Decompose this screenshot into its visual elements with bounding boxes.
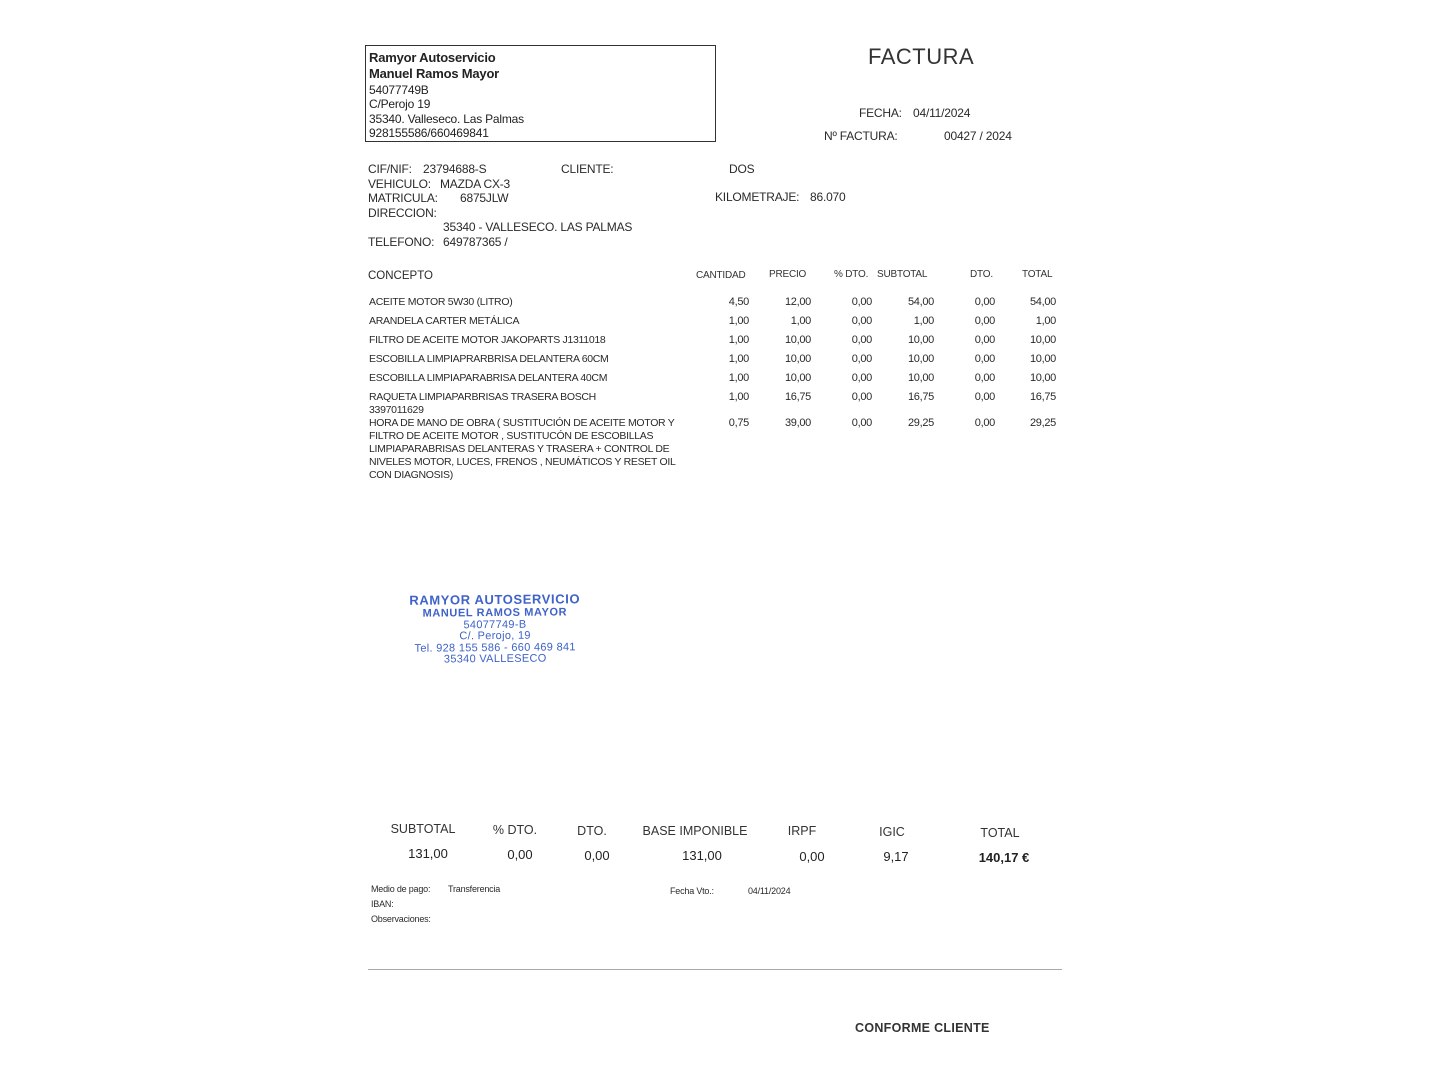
item-price: 12,00: [784, 296, 811, 308]
totals-base-label: BASE IMPONIBLE: [642, 824, 748, 838]
item-subtotal: 10,00: [907, 353, 934, 365]
col-header-disc: DTO.: [970, 269, 993, 280]
address-value: 35340 - VALLESECO. LAS PALMAS: [443, 220, 633, 234]
vehicle-label: VEHICULO:: [368, 177, 431, 191]
item-subtotal: 16,75: [907, 391, 934, 403]
item-total: 1,00: [1035, 315, 1056, 327]
issuer-owner: Manuel Ramos Mayor: [369, 66, 500, 81]
issuer-box: [365, 45, 716, 142]
invoice-date-label: FECHA:: [859, 106, 902, 120]
item-qty: 1,00: [728, 372, 749, 384]
item-disc-pct: 0,00: [851, 372, 872, 384]
totals-total: 140,17 €: [978, 850, 1030, 865]
issuer-name: Ramyor Autoservicio: [369, 50, 496, 65]
item-subtotal: 1,00: [913, 315, 934, 327]
item-concept: ESCOBILLA LIMPIAPARABRISA DELANTERA 40CM: [369, 372, 608, 384]
item-price: 16,75: [784, 391, 811, 403]
plate-label: MATRICULA:: [368, 191, 438, 205]
km-value: 86.070: [810, 190, 846, 204]
item-total: 10,00: [1029, 334, 1056, 346]
issuer-city: 35340. Valleseco. Las Palmas: [369, 112, 524, 126]
item-disc: 0,00: [974, 391, 995, 403]
item-subtotal: 10,00: [907, 334, 934, 346]
totals-irpf-label: IRPF: [787, 824, 817, 838]
col-header-qty: CANTIDAD: [696, 270, 746, 281]
stamp-line: MANUEL RAMOS MAYOR: [422, 606, 568, 620]
item-price: 10,00: [784, 372, 811, 384]
item-disc-pct: 0,00: [851, 296, 872, 308]
totals-igic-label: IGIC: [879, 825, 905, 839]
item-disc-pct: 0,00: [851, 353, 872, 365]
plate-value: 6875JLW: [460, 191, 509, 205]
item-price: 10,00: [784, 334, 811, 346]
client-label: CLIENTE:: [561, 162, 614, 176]
issuer-phones: 928155586/660469841: [369, 126, 489, 140]
payment-method: Transferencia: [448, 884, 501, 894]
item-subtotal: 29,25: [907, 417, 934, 429]
item-price: 1,00: [790, 315, 811, 327]
item-disc-pct: 0,00: [851, 391, 872, 403]
vehicle-value: MAZDA CX-3: [440, 177, 511, 191]
totals-base: 131,00: [682, 848, 722, 863]
payment-method-label: Medio de pago:: [371, 884, 431, 894]
stamp-line: 54077749-B: [463, 618, 527, 631]
item-total: 16,75: [1029, 391, 1056, 403]
item-qty: 1,00: [728, 353, 749, 365]
item-qty: 1,00: [728, 315, 749, 327]
item-qty: 1,00: [728, 334, 749, 346]
col-header-disc-pct: % DTO.: [834, 269, 869, 280]
totals-disc-pct: 0,00: [507, 847, 533, 862]
item-concept: ARANDELA CARTER METÁLICA: [369, 315, 520, 327]
item-disc: 0,00: [974, 296, 995, 308]
item-disc: 0,00: [974, 353, 995, 365]
col-header-total: TOTAL: [1022, 269, 1053, 280]
issuer-street: C/Perojo 19: [369, 97, 431, 111]
phone-label: TELEFONO:: [368, 235, 435, 249]
totals-disc: 0,00: [584, 848, 610, 863]
item-qty: 4,50: [728, 296, 749, 308]
address-label: DIRECCION:: [368, 206, 437, 220]
company-stamp: [395, 591, 596, 666]
item-subtotal: 10,00: [907, 372, 934, 384]
item-disc-pct: 0,00: [851, 315, 872, 327]
stamp-line: RAMYOR AUTOSERVICIO: [409, 591, 581, 608]
item-qty: 1,00: [728, 391, 749, 403]
due-date: 04/11/2024: [748, 886, 791, 896]
item-subtotal: 54,00: [907, 296, 934, 308]
notes-label: Observaciones:: [371, 914, 431, 924]
stamp-line: Tel. 928 155 586 - 660 469 841: [414, 640, 576, 655]
item-concept: RAQUETA LIMPIAPARBRISAS TRASERA BOSCH 3397011629: [369, 391, 596, 416]
issuer-nif: 54077749B: [369, 83, 429, 97]
item-price: 39,00: [784, 417, 811, 429]
item-concept: HORA DE MANO DE OBRA ( SUSTITUCIÓN DE ACEITE MOTOR Y FILTRO DE ACEITE MOTOR , SUSTITUCÓN DE ESCOBILLAS LIMPIAPARABRISAS DELANTERAS Y TRASERA + CONTROL DE NIVELES MOTOR, LUCES, FRENOS , NEUMÁTICOS Y RESET OIL CON DIAGNOSIS): [369, 417, 676, 481]
signature-label: CONFORME CLIENTE: [855, 1021, 990, 1035]
item-total: 10,00: [1029, 372, 1056, 384]
totals-total-label: TOTAL: [980, 826, 1020, 840]
invoice-number-label: Nº FACTURA:: [824, 129, 898, 143]
col-header-subtotal: SUBTOTAL: [877, 269, 928, 280]
invoice-title: FACTURA: [868, 44, 975, 69]
item-disc: 0,00: [974, 334, 995, 346]
col-header-concept: CONCEPTO: [368, 270, 433, 282]
item-disc-pct: 0,00: [851, 417, 872, 429]
due-date-label: Fecha Vto.:: [670, 886, 714, 896]
cif-value: 23794688-S: [423, 162, 487, 176]
phone-value: 649787365 /: [443, 235, 508, 249]
item-disc: 0,00: [974, 372, 995, 384]
footer-divider: [368, 969, 1062, 970]
totals-subtotal-label: SUBTOTAL: [390, 822, 456, 836]
item-concept: ESCOBILLA LIMPIAPRARBRISA DELANTERA 60CM: [369, 353, 609, 365]
totals-irpf: 0,00: [799, 849, 825, 864]
totals-disc-label: DTO.: [577, 824, 607, 838]
stamp-line: 35340 VALLESECO: [443, 652, 547, 666]
client-name: DOS: [729, 162, 755, 176]
totals-subtotal: 131,00: [408, 846, 448, 861]
stamp-line: C/. Perojo, 19: [459, 629, 531, 643]
totals-igic: 9,17: [883, 849, 909, 864]
item-total: 54,00: [1029, 296, 1056, 308]
col-header-price: PRECIO: [769, 269, 807, 280]
item-total: 10,00: [1029, 353, 1056, 365]
cif-label: CIF/NIF:: [368, 162, 412, 176]
item-total: 29,25: [1029, 417, 1056, 429]
invoice-number: 00427 / 2024: [944, 129, 1012, 143]
totals-disc-pct-label: % DTO.: [492, 823, 538, 837]
item-concept: FILTRO DE ACEITE MOTOR JAKOPARTS J1311018: [369, 334, 606, 346]
iban-label: IBAN:: [371, 899, 394, 909]
item-price: 10,00: [784, 353, 811, 365]
invoice-date: 04/11/2024: [913, 106, 971, 120]
item-concept: ACEITE MOTOR 5W30 (LITRO): [369, 296, 513, 308]
item-disc: 0,00: [974, 417, 995, 429]
item-disc: 0,00: [974, 315, 995, 327]
item-qty: 0,75: [728, 417, 749, 429]
km-label: KILOMETRAJE:: [715, 190, 800, 204]
item-disc-pct: 0,00: [851, 334, 872, 346]
